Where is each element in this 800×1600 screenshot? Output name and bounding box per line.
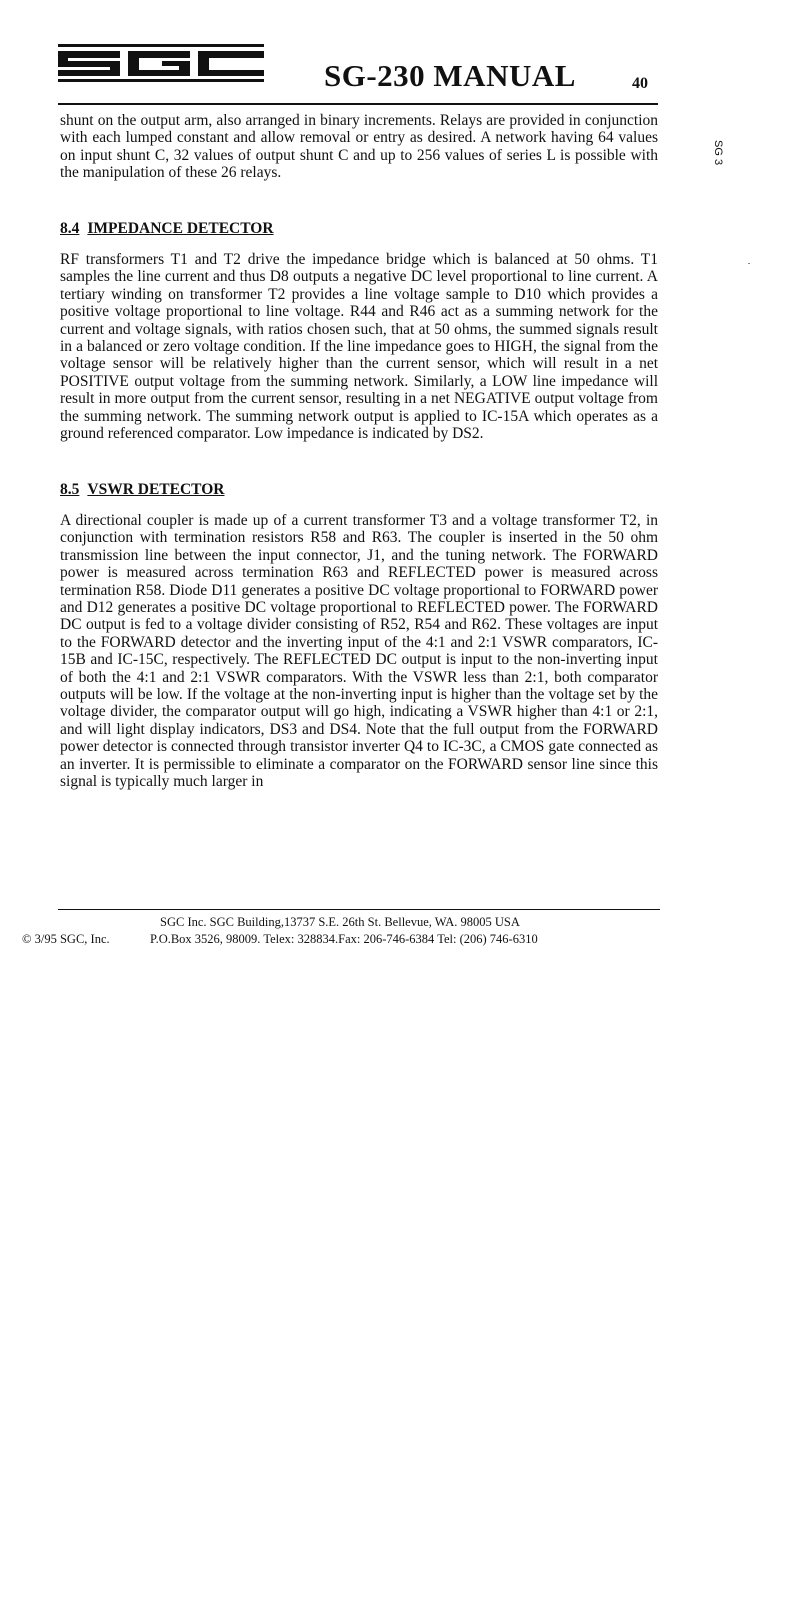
header-rule <box>58 103 658 105</box>
section-8-4-number: 8.4 <box>60 219 80 237</box>
side-label: SG 3 <box>712 140 724 166</box>
page-number: 40 <box>632 75 648 92</box>
intro-paragraph: shunt on the output arm, also arranged in binary increments. Relays are provided in conjunction with each lumped constant and allow removal or entry as desired. A network having 64 values on input shunt C, 32 values of output shunt C and up to 256 values of series L is possible with the manipulation of these 26 relays. <box>60 112 658 182</box>
manual-title: SG-230 MANUAL <box>324 58 576 93</box>
section-8-5-number: 8.5 <box>60 480 80 498</box>
sgc-logo <box>58 44 264 82</box>
section-8-4-title: IMPEDANCE DETECTOR <box>87 219 274 237</box>
footer-contact: P.O.Box 3526, 98009. Telex: 328834.Fax: 206-746-6384 Tel: (206) 746-6310 <box>150 932 538 946</box>
section-8-5-title: VSWR DETECTOR <box>87 480 225 498</box>
section-8-5-paragraph: A directional coupler is made up of a current transformer T3 and a voltage transformer T2, in conjunction with termination resistors R58 and R63. The coupler is inserted in the 50 ohm transmission line between the input connector, J1, and the tuning network. The FORWARD power is measured across termination R63 and REFLECTED power is measured across termination R58. Diode D11 generates a positive DC voltage proportional to FORWARD power and D12 generates a positive DC voltage proportional to REFLECTED power. The FORWARD DC output is fed to a voltage divider consisting of R52, R54 and R62. These voltages are input to the FORWARD detector and the inverting input of the 4:1 and 2:1 VSWR comparators, IC-15B and IC-15C, respectively. The REFLECTED DC output is input to the non-inverting input of both the 4:1 and 2:1 VSWR comparators. With the VSWR less than 2:1, both comparator outputs will be low. If the voltage at the non-inverting input is higher than the voltage set by the voltage divider, the comparator output will go high, indicating a VSWR higher than 4:1 or 2:1, and will light display indicators, DS3 and DS4. Note that the full output from the FORWARD power detector is connected through transistor inverter Q4 to IC-3C, a CMOS gate connected as an inverter. It is permissible to eliminate a comparator on the FORWARD sensor line since this signal is typically much larger in <box>60 511 658 790</box>
page-content <box>60 112 658 790</box>
footer-rule <box>58 909 660 910</box>
section-8-4-paragraph: RF transformers T1 and T2 drive the impedance bridge which is balanced at 50 ohms. T1 samples the line current and thus D8 outputs a negative DC level proportional to line current. A tertiary winding on transformer T2 provides a line voltage sample to D10 which provides a positive voltage proportional to line voltage. R44 and R46 act as a summing network for the current and voltage signals, with ratios chosen such, that at 50 ohms, the summed signals result in a balanced or zero voltage condition. If the line impedance goes to HIGH, the signal from the voltage sensor will be relatively higher than the current sensor, which will result in a net POSITIVE output voltage from the summing network. Similarly, a LOW line impedance will result in more output from the current sensor, resulting in a net NEGATIVE output voltage from the summing network. The summing network output is applied to IC-15A which operates as a ground referenced comparator. Low impedance is indicated by DS2. <box>60 251 658 443</box>
footer-address: SGC Inc. SGC Building,13737 S.E. 26th St. Bellevue, WA. 98005 USA <box>160 915 520 929</box>
footer-copyright: © 3/95 SGC, Inc. <box>22 932 110 946</box>
margin-mark <box>748 263 750 264</box>
section-8-5-heading <box>60 481 658 498</box>
section-8-4-heading <box>60 220 658 237</box>
